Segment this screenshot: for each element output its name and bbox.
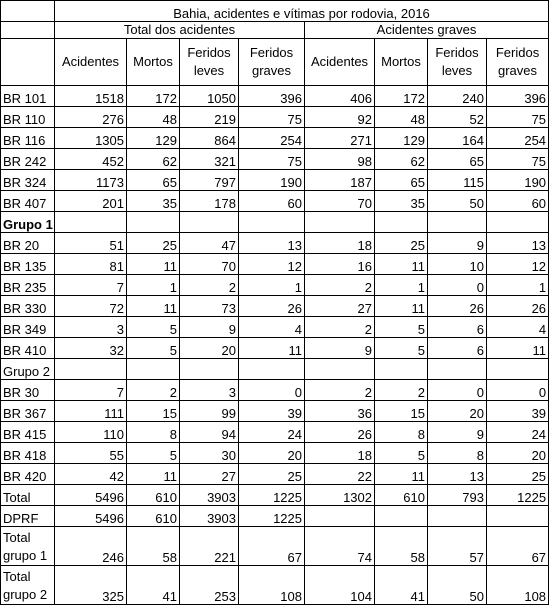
table-cell: 13 [487,233,549,254]
group-header-row [1,22,549,39]
table-cell: 32 [55,338,127,359]
table-cell: 12 [487,254,549,275]
table-row [1,191,549,212]
table-cell: 26 [305,422,375,443]
group-header-serious: Acidentes graves [305,22,549,39]
column-header: Feridos leves [180,39,239,86]
table-cell: 11 [127,296,180,317]
table-row [1,380,549,401]
table-cell: 9 [428,233,487,254]
table-cell: 67 [487,527,549,566]
column-header: Acidentes [55,39,127,86]
table-row [1,464,549,485]
table-cell: 13 [239,233,305,254]
table-cell: 30 [180,443,239,464]
table-cell: 81 [55,254,127,275]
table-cell: 92 [305,107,375,128]
table-row [1,254,549,275]
table-row [1,422,549,443]
table-cell: 72 [55,296,127,317]
table-cell: 129 [375,128,428,149]
row-label: BR 324 [1,170,55,191]
table-cell: 60 [487,191,549,212]
table-cell: 11 [375,254,428,275]
table-cell: 452 [55,149,127,170]
table-cell: 62 [375,149,428,170]
table-cell: 2 [180,275,239,296]
table-cell: 1225 [487,485,549,506]
table-cell: 2 [305,317,375,338]
column-header: Feridos graves [487,39,549,86]
table-cell: 254 [487,128,549,149]
row-label: BR 418 [1,443,55,464]
table-cell [305,359,375,380]
table-cell: 65 [127,170,180,191]
table-cell: 5 [375,317,428,338]
table-cell: 108 [487,566,549,605]
table-cell: 13 [428,464,487,485]
table-cell: 111 [55,401,127,422]
table-cell: 20 [487,443,549,464]
table-cell: 325 [55,566,127,605]
table-cell: 67 [239,527,305,566]
table-cell: 3903 [180,485,239,506]
table-cell: 20 [180,338,239,359]
row-label: Grupo 1 [1,212,55,233]
table-cell: 9 [305,338,375,359]
table-row [1,338,549,359]
column-header: Feridos graves [239,39,305,86]
corner-cell [1,1,55,22]
table-cell [305,212,375,233]
table-cell: 75 [239,149,305,170]
table-cell: 164 [428,128,487,149]
table-cell [375,212,428,233]
table-cell: 41 [127,566,180,605]
table-cell: 3 [180,380,239,401]
table-cell: 50 [428,566,487,605]
table-cell: 11 [375,296,428,317]
table-cell: 5496 [55,485,127,506]
table-cell: 246 [55,527,127,566]
table-cell [127,359,180,380]
table-cell: 219 [180,107,239,128]
table-row [1,170,549,191]
table-cell: 10 [428,254,487,275]
table-cell: 254 [239,128,305,149]
table-cell: 65 [375,170,428,191]
table-row [1,107,549,128]
table-row [1,86,549,107]
corner-cell [1,22,55,39]
table-cell: 240 [428,86,487,107]
table-cell: 58 [127,527,180,566]
table-cell: 610 [127,506,180,527]
table-cell: 75 [239,107,305,128]
table-cell: 1 [375,275,428,296]
row-label: BR 349 [1,317,55,338]
table-cell: 26 [428,296,487,317]
table-cell: 3903 [180,506,239,527]
table-cell: 4 [239,317,305,338]
table-cell [239,359,305,380]
table-cell: 253 [180,566,239,605]
table-cell: 39 [487,401,549,422]
table-cell: 396 [487,86,549,107]
table-cell: 99 [180,401,239,422]
table-cell [428,506,487,527]
table-cell: 12 [239,254,305,275]
column-header: Mortos [375,39,428,86]
table-cell: 20 [428,401,487,422]
table-title: Bahia, acidentes e vítimas por rodovia, 2016 [55,1,549,22]
table-cell: 65 [428,149,487,170]
table-cell: 5 [375,443,428,464]
table-cell: 610 [127,485,180,506]
column-header: Mortos [127,39,180,86]
table-cell: 2 [375,380,428,401]
table-cell: 406 [305,86,375,107]
table-cell [375,359,428,380]
table-cell: 60 [239,191,305,212]
table-cell: 5 [127,338,180,359]
table-cell: 110 [55,422,127,443]
table-cell: 3 [55,317,127,338]
table-cell: 1225 [239,506,305,527]
table-cell: 1 [239,275,305,296]
table-cell: 276 [55,107,127,128]
table-cell: 9 [428,422,487,443]
table-cell: 5496 [55,506,127,527]
row-label: BR 420 [1,464,55,485]
table-row [1,275,549,296]
column-header: Acidentes [305,39,375,86]
table-cell: 187 [305,170,375,191]
table-cell: 864 [180,128,239,149]
table-cell: 201 [55,191,127,212]
table-cell: 1 [487,275,549,296]
table-row [1,359,549,380]
row-label: BR 135 [1,254,55,275]
table-cell: 35 [375,191,428,212]
table-cell: 0 [428,380,487,401]
row-label: BR 110 [1,107,55,128]
table-cell: 26 [239,296,305,317]
table-cell: 18 [305,443,375,464]
table-row [1,149,549,170]
table-cell: 396 [239,86,305,107]
table-cell: 7 [55,380,127,401]
table-cell: 48 [375,107,428,128]
table-cell: 271 [305,128,375,149]
table-cell [487,359,549,380]
row-label: BR 30 [1,380,55,401]
table-cell: 11 [127,464,180,485]
table-cell: 1225 [239,485,305,506]
table-cell: 0 [428,275,487,296]
table-cell: 48 [127,107,180,128]
table-cell [239,212,305,233]
table-cell: 62 [127,149,180,170]
table-cell: 41 [375,566,428,605]
table-cell: 4 [487,317,549,338]
table-cell: 15 [127,401,180,422]
row-label: Grupo 2 [1,359,55,380]
row-label: Total [1,485,55,506]
table-cell: 11 [375,464,428,485]
column-header-row [1,39,549,86]
table-row [1,443,549,464]
table-cell: 74 [305,527,375,566]
table-cell: 11 [239,338,305,359]
row-label: DPRF [1,506,55,527]
table-cell: 25 [375,233,428,254]
table-cell [127,212,180,233]
table-cell: 27 [305,296,375,317]
table-cell: 22 [305,464,375,485]
table-cell: 16 [305,254,375,275]
table-cell: 52 [428,107,487,128]
row-label: BR 116 [1,128,55,149]
table-cell: 75 [487,107,549,128]
table-cell: 73 [180,296,239,317]
table-cell: 793 [428,485,487,506]
table-cell: 129 [127,128,180,149]
table-cell: 610 [375,485,428,506]
table-cell: 70 [180,254,239,275]
table-cell: 1173 [55,170,127,191]
table-cell: 1050 [180,86,239,107]
table-cell: 39 [239,401,305,422]
table-cell: 11 [127,254,180,275]
table-cell: 15 [375,401,428,422]
table-cell: 70 [305,191,375,212]
table-cell: 0 [239,380,305,401]
table-cell: 27 [180,464,239,485]
table-cell: 321 [180,149,239,170]
table-row [1,212,549,233]
table-cell: 0 [487,380,549,401]
table-cell: 5 [127,443,180,464]
table-cell: 1305 [55,128,127,149]
table-row [1,233,549,254]
table-cell [375,506,428,527]
table-cell: 190 [239,170,305,191]
table-cell: 36 [305,401,375,422]
table-cell: 1302 [305,485,375,506]
row-label: BR 330 [1,296,55,317]
table-cell: 57 [428,527,487,566]
table-cell: 5 [127,317,180,338]
table-cell: 1518 [55,86,127,107]
table-row [1,485,549,506]
table-cell: 2 [305,380,375,401]
table-cell: 24 [239,422,305,443]
corner-cell [1,39,55,86]
row-label: BR 101 [1,86,55,107]
table-cell: 24 [487,422,549,443]
row-label: BR 20 [1,233,55,254]
row-label: BR 242 [1,149,55,170]
table-cell: 25 [239,464,305,485]
table-row [1,317,549,338]
table-row [1,401,549,422]
table-cell: 94 [180,422,239,443]
row-label: BR 415 [1,422,55,443]
table-cell: 8 [428,443,487,464]
table-cell: 50 [428,191,487,212]
table-cell: 25 [487,464,549,485]
table-cell: 55 [55,443,127,464]
row-label: Total grupo 1 [1,527,55,566]
table-row [1,296,549,317]
table-cell [428,212,487,233]
table-cell [305,506,375,527]
table-cell: 2 [305,275,375,296]
table-cell: 35 [127,191,180,212]
table-cell [180,359,239,380]
table-cell [487,212,549,233]
table-cell: 6 [428,338,487,359]
table-cell: 47 [180,233,239,254]
table-cell: 190 [487,170,549,191]
table-cell [55,212,127,233]
table-cell: 104 [305,566,375,605]
table-cell: 9 [180,317,239,338]
table-cell [55,359,127,380]
table-row [1,527,549,566]
table-cell: 7 [55,275,127,296]
table-cell: 6 [428,317,487,338]
row-label: BR 235 [1,275,55,296]
table-cell: 178 [180,191,239,212]
table-cell: 8 [375,422,428,443]
table-cell [487,506,549,527]
table-cell: 2 [127,380,180,401]
table-cell: 11 [487,338,549,359]
table-cell: 115 [428,170,487,191]
table-cell: 797 [180,170,239,191]
table-cell [428,359,487,380]
table-cell: 58 [375,527,428,566]
table-row [1,566,549,605]
table-cell: 108 [239,566,305,605]
table-cell: 75 [487,149,549,170]
table-cell: 42 [55,464,127,485]
table-cell: 51 [55,233,127,254]
row-label: BR 410 [1,338,55,359]
title-row [1,1,549,22]
table-cell: 8 [127,422,180,443]
table-cell: 20 [239,443,305,464]
table-row [1,128,549,149]
table-cell: 221 [180,527,239,566]
table-cell: 172 [127,86,180,107]
table-cell: 25 [127,233,180,254]
row-label: BR 407 [1,191,55,212]
table-cell: 98 [305,149,375,170]
table-cell: 172 [375,86,428,107]
group-header-total: Total dos acidentes [55,22,305,39]
row-label: BR 367 [1,401,55,422]
row-label: Total grupo 2 [1,566,55,605]
table-cell: 26 [487,296,549,317]
column-header: Feridos leves [428,39,487,86]
table-cell: 18 [305,233,375,254]
table-cell [180,212,239,233]
table-cell: 5 [375,338,428,359]
table-row [1,506,549,527]
table-cell: 1 [127,275,180,296]
